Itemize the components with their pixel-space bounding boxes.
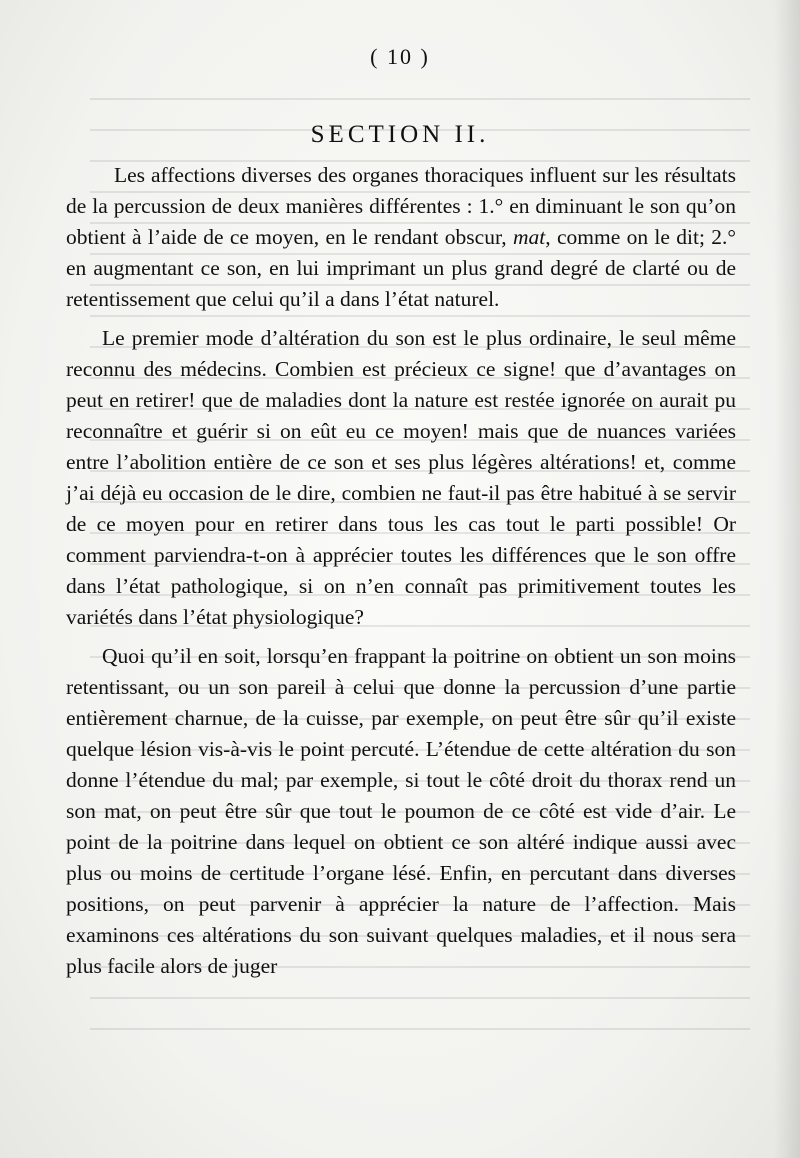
paragraph-1-text-b: , comme on le dit; 2.° en augmentant ce son, en lui imprimant un plus grand degré de clarté ou de retentissement que celui qu’il a dans l’état naturel. [66, 225, 736, 311]
page-edge-shadow [774, 0, 800, 1158]
paragraph-1 [66, 160, 736, 315]
paragraph-1-text-a: Les affections diverses des organes thoraciques influent sur les résultats de la percussion de deux manières différentes : 1.° en diminuant le son qu’on obtient à l’aide de ce moyen, en le rendant obscur, [66, 163, 736, 249]
paragraph-3: Quoi qu’il en soit, lorsqu’en frappant la poitrine on obtient un son moins retentissant, ou un son pareil à celui que donne la percussion d’une partie entièrement charnue, de la cuisse, par exemple, on peut être sûr qu’il existe quelque lésion vis-à-vis le point percuté. L’étendue de cette altération du son donne l’étendue du mal; par exemple, si tout le côté droit du thorax rend un son mat, on peut être sûr que tout le poumon de ce côté est vide d’air. Le point de la poitrine dans lequel on obtient ce son altéré indique aussi avec plus ou moins de certitude l’organe lésé. Enfin, en percutant dans diverses positions, on peut parvenir à apprécier la nature de l’affection. Mais examinons ces altérations du son suivant quelques maladies, et il nous sera plus facile alors de juger [66, 644, 736, 978]
section-title: SECTION II. [310, 120, 490, 148]
paragraph-1-italic-word: mat [512, 225, 546, 249]
page-number: ( 10 ) [370, 44, 430, 69]
body-text [66, 160, 736, 982]
paragraph-2: Le premier mode d’altération du son est le plus ordinaire, le seul même reconnu des médecins. Combien est précieux ce signe! que d’avantages on peut en retirer! que de maladies dont la nature est restée ignorée on aurait pu reconnaître et guérir si on eût eu ce moyen! mais que de nuances variées entre l’abolition entière de ce son et ses plus légères altérations! et, comme j’ai déjà eu occasion de le dire, combien ne faut-il pas être habitué à se servir de ce moyen pour en retirer dans tous les cas tout le parti possible! Or comment parviendra-t-on à apprécier toutes les différences que le son offre dans l’état pathologique, si on n’en connaît pas primitivement toutes les variétés dans l’état physiologique? [66, 326, 736, 629]
